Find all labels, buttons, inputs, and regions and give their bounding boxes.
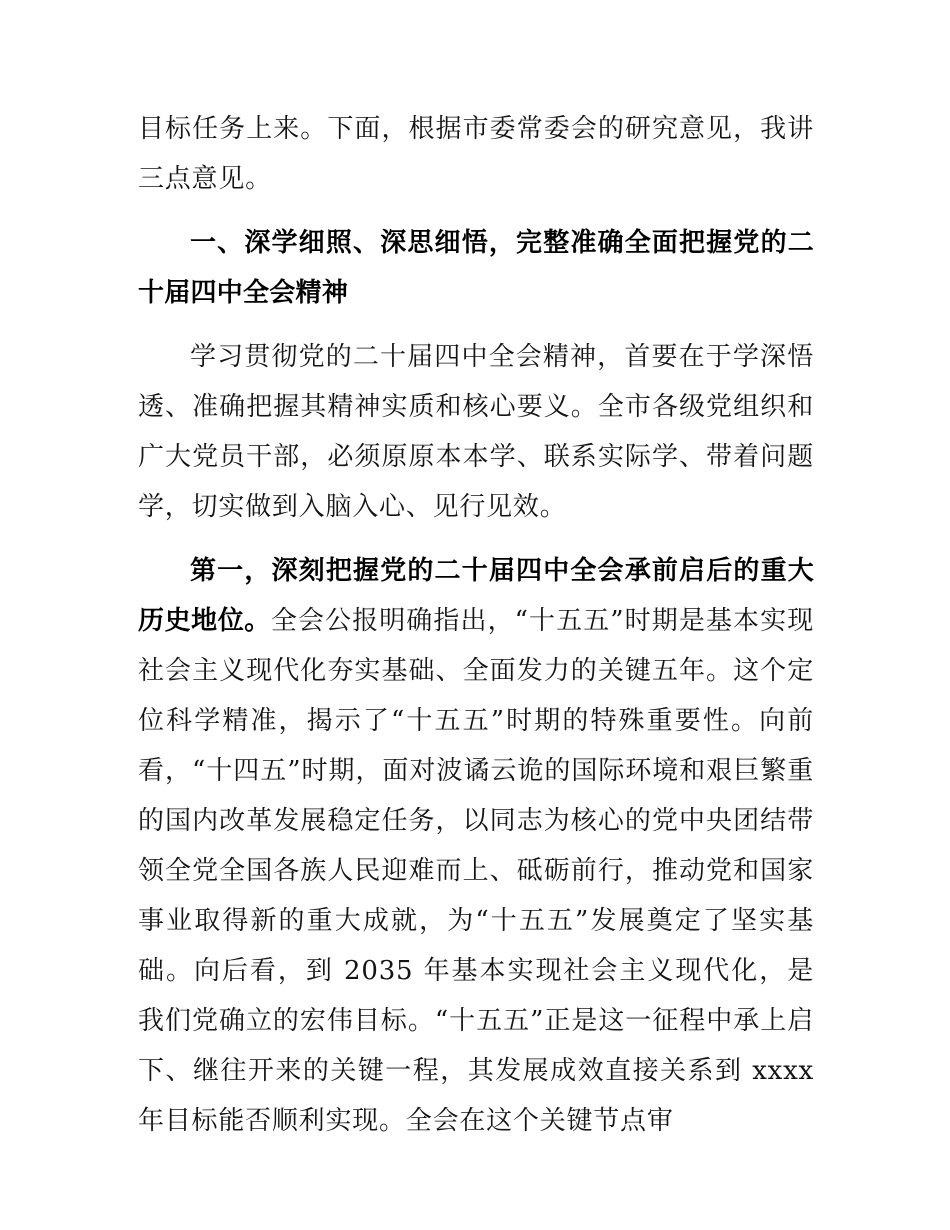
section-heading-one: 一、深学细照、深思细悟，完整准确全面把握党的二十届四中全会精神 (138, 228, 814, 308)
document-text-column (138, 104, 814, 1146)
paragraph-bold-lead: 第一，深刻把握党的二十届四中全会承前启后的重大历史地位。 (138, 556, 814, 636)
heading-spacer (138, 318, 814, 332)
body-paragraph-two (138, 546, 814, 1146)
paragraph-spacer (138, 204, 814, 218)
paragraph-body-text: 全会公报明确指出，“十五五”时期是基本实现社会主义现代化夯实基础、全面发力的关键五年。这个定位科学精准，揭示了“十五五”时期的特殊重要性。向前看，“十四五”时期，面对波谲云诡的国际环境和艰巨繁重的国内改革发展稳定任务，以同志为核心的党中央团结带领全党全国各族人民迎难而上、砥砺前行，推动党和国家事业取得新的重大成就，为“十五五”发展奠定了坚实基础。向后看，到 2035 年基本实现社会主义现代化，是我们党确立的宏伟目标。“十五五”正是这一征程中承上启下、继往开来的关键一程，其发展成效直接关系到 xxxx 年目标能否顺利实现。全会在这个关键节点审 (138, 606, 814, 1136)
paragraph-spacer-two (138, 532, 814, 546)
continuation-paragraph: 目标任务上来。下面，根据市委常委会的研究意见，我讲三点意见。 (138, 114, 814, 194)
body-paragraph-one: 学习贯彻党的二十届四中全会精神，首要在于学深悟透、准确把握其精神实质和核心要义。全市各级党组织和广大党员干部，必须原原本本学、联系实际学、带着问题学，切实做到入脑入心、见行见效。 (138, 342, 814, 522)
